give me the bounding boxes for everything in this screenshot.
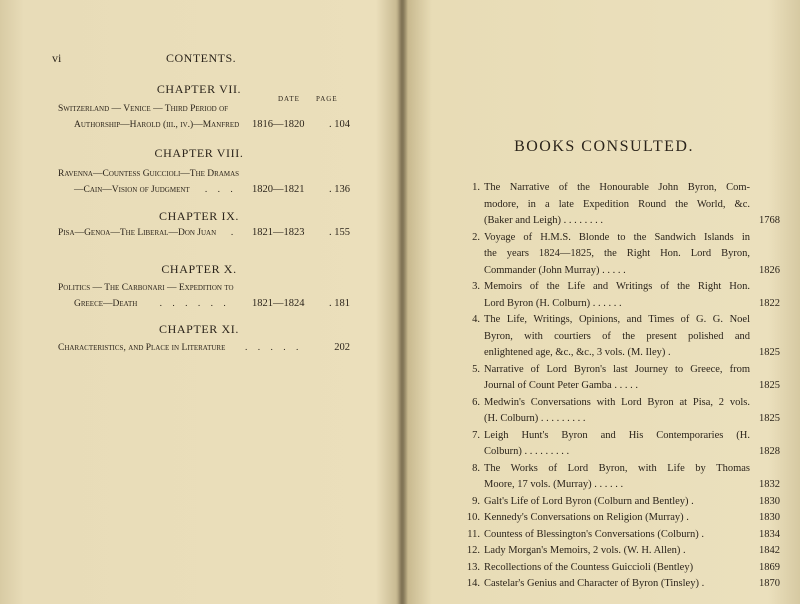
book-year: 1830 xyxy=(759,495,780,507)
book-entry-text: (Baker and Leigh) . . . . . . . . xyxy=(484,215,603,226)
book-entry-text: The Narrative of the Honourable John Byron, Com- xyxy=(484,182,750,193)
book-entry-text: Medwin's Conversations with Lord Byron at Pisa, 2 vols. xyxy=(484,396,750,408)
toc-entry xyxy=(58,225,350,241)
books-consulted-list xyxy=(458,180,780,593)
book-entry xyxy=(458,362,780,395)
toc-entry xyxy=(58,166,350,198)
book-number: 1. xyxy=(472,182,480,193)
toc-page: . 181 xyxy=(329,298,350,309)
toc-entry-text: Politics — The Carbonari — Expedition to xyxy=(58,283,234,293)
page-number: vi xyxy=(52,51,62,65)
book-year: 1828 xyxy=(759,446,780,457)
date-column-header: DATE xyxy=(278,95,300,103)
book-entry xyxy=(458,230,780,280)
chapter-heading: CHAPTER X. xyxy=(161,262,237,276)
left-page xyxy=(0,0,398,604)
toc-leader-dots: . . . xyxy=(204,185,237,195)
toc-entry xyxy=(58,101,350,133)
book-number: 14. xyxy=(466,578,480,589)
book-entry-text: Castelar's Genius and Character of Byron (Tinsley) . xyxy=(484,578,705,589)
book-entry-text: The Life, Writings, Opinions, and Times of G. G. Noel xyxy=(484,314,750,325)
book-year: 1832 xyxy=(759,479,780,490)
toc-entry-text: —Cain—Vision of Judgment xyxy=(74,185,190,195)
book-entry-text: Leigh Hunt's Byron and His Contemporaries (H. xyxy=(484,429,750,441)
book-entry-text: Galt's Life of Lord Byron (Colburn and Bentley) . xyxy=(484,495,694,507)
toc-page: . 104 xyxy=(329,119,350,130)
toc-date: 1821—1824 xyxy=(252,298,305,309)
chapter-heading: CHAPTER VII. xyxy=(156,82,242,96)
toc-entry-text: Characteristics, and Place in Literature xyxy=(58,343,226,353)
book-number: 10. xyxy=(466,512,480,523)
toc-entry-text: Ravenna—Countess Guiccioli—The Dramas xyxy=(58,169,240,179)
book-year: 1826 xyxy=(759,264,780,276)
book-number: 5. xyxy=(472,363,480,375)
book-entry-text: Countess of Blessington's Conversations (Colburn) . xyxy=(484,528,705,540)
book-entry xyxy=(458,428,780,461)
book-number: 4. xyxy=(472,314,480,325)
toc-date: 1821—1823 xyxy=(252,227,305,238)
book-number: 12. xyxy=(466,545,480,556)
toc-entry-text: Greece—Death xyxy=(74,299,138,309)
book-number: 9. xyxy=(472,495,480,507)
toc-page: . 155 xyxy=(329,227,350,238)
book-number: 6. xyxy=(472,396,480,408)
toc-entry xyxy=(58,340,350,356)
book-entry-text: Commander (John Murray) . . . . . xyxy=(484,264,626,276)
book-year: 1768 xyxy=(759,215,780,226)
book-entry xyxy=(458,576,780,593)
book-number: 8. xyxy=(472,462,480,474)
book-entry-text: (H. Colburn) . . . . . . . . . xyxy=(484,413,586,424)
book-entry-text: Colburn) . . . . . . . . . xyxy=(484,446,570,457)
book-number: 7. xyxy=(472,429,480,441)
book-year: 1842 xyxy=(759,545,780,556)
chapter-heading: CHAPTER XI. xyxy=(159,322,239,336)
book-number: 11. xyxy=(467,528,480,540)
toc-page: . 136 xyxy=(329,184,350,195)
book-entry-text: Narrative of Lord Byron's last Journey to Greece, from xyxy=(484,363,750,375)
right-page xyxy=(408,0,800,604)
book-number: 3. xyxy=(472,281,480,292)
toc-leader-dots: . xyxy=(230,228,238,238)
book-entry-text: Moore, 17 vols. (Murray) . . . . . . xyxy=(484,479,624,490)
toc-leader-dots: . . . . . . xyxy=(159,299,230,309)
toc-entry-text: Pisa—Genoa—The Liberal—Don Juan xyxy=(58,228,217,238)
book-entry xyxy=(458,279,780,312)
page-column-header: PAGE xyxy=(316,95,338,103)
running-head: CONTENTS. xyxy=(166,51,237,65)
book-entry-text: enlightened age, &c., &c., 3 vols. (M. Iley) . xyxy=(484,347,671,358)
toc-date: 1816—1820 xyxy=(252,119,305,130)
book-number: 2. xyxy=(472,231,480,243)
book-entry xyxy=(458,312,780,362)
book-year: 1834 xyxy=(759,528,780,540)
book-year: 1830 xyxy=(759,512,780,523)
book-year: 1825 xyxy=(759,413,780,424)
book-year: 1869 xyxy=(759,561,780,573)
book-entry-text: Kennedy's Conversations on Religion (Murray) . xyxy=(484,512,689,523)
page-title: BOOKS CONSULTED. xyxy=(514,138,694,155)
book-entry-text: Recollections of the Countess Guiccioli (Bentley) xyxy=(484,561,694,573)
toc-entry xyxy=(58,280,350,312)
chapter-heading: CHAPTER IX. xyxy=(159,209,239,223)
book-number: 13. xyxy=(466,561,480,573)
book-year: 1825 xyxy=(759,380,780,391)
chapter-heading: CHAPTER VIII. xyxy=(154,146,244,160)
book-year: 1870 xyxy=(759,578,780,589)
book-entry-text: The Works of Lord Byron, with Life by Thomas xyxy=(484,462,750,474)
book-entry-text: Voyage of H.M.S. Blonde to the Sandwich Islands in xyxy=(484,231,750,243)
book-entry-text: modore, in a late Expedition Round the World, &c. xyxy=(484,198,750,210)
toc-page: 202 xyxy=(334,342,350,353)
book-entry xyxy=(458,494,780,511)
book-entry-text: Lady Morgan's Memoirs, 2 vols. (W. H. Allen) . xyxy=(484,545,686,556)
book-entry-text: Journal of Count Peter Gamba . . . . . xyxy=(484,380,638,391)
book-gutter xyxy=(398,0,408,604)
toc-date: 1820—1821 xyxy=(252,184,305,195)
book-entry-text: Memoirs of the Life and Writings of the Right Hon. xyxy=(484,281,750,292)
book-entry xyxy=(458,395,780,428)
toc-entry-text: Switzerland — Venice — Third Period of xyxy=(58,104,229,114)
book-year: 1825 xyxy=(759,347,780,358)
book-entry xyxy=(458,510,780,527)
book-entry xyxy=(458,560,780,577)
book-entry-text: the years 1824—1825, the Right Hon. Lord Byron, xyxy=(484,248,750,259)
book-entry-text: Lord Byron (H. Colburn) . . . . . . xyxy=(484,297,622,309)
book-entry xyxy=(458,543,780,560)
book-entry-text: Byron, with courtiers of the present polished and xyxy=(484,330,750,342)
toc-entry-text: Authorship—Harold (iii., iv.)—Manfred xyxy=(74,120,240,130)
toc-leader-dots: . . . . . xyxy=(244,343,303,353)
book-entry xyxy=(458,461,780,494)
book-year: 1822 xyxy=(759,297,780,309)
book-entry xyxy=(458,527,780,544)
book-entry xyxy=(458,180,780,230)
